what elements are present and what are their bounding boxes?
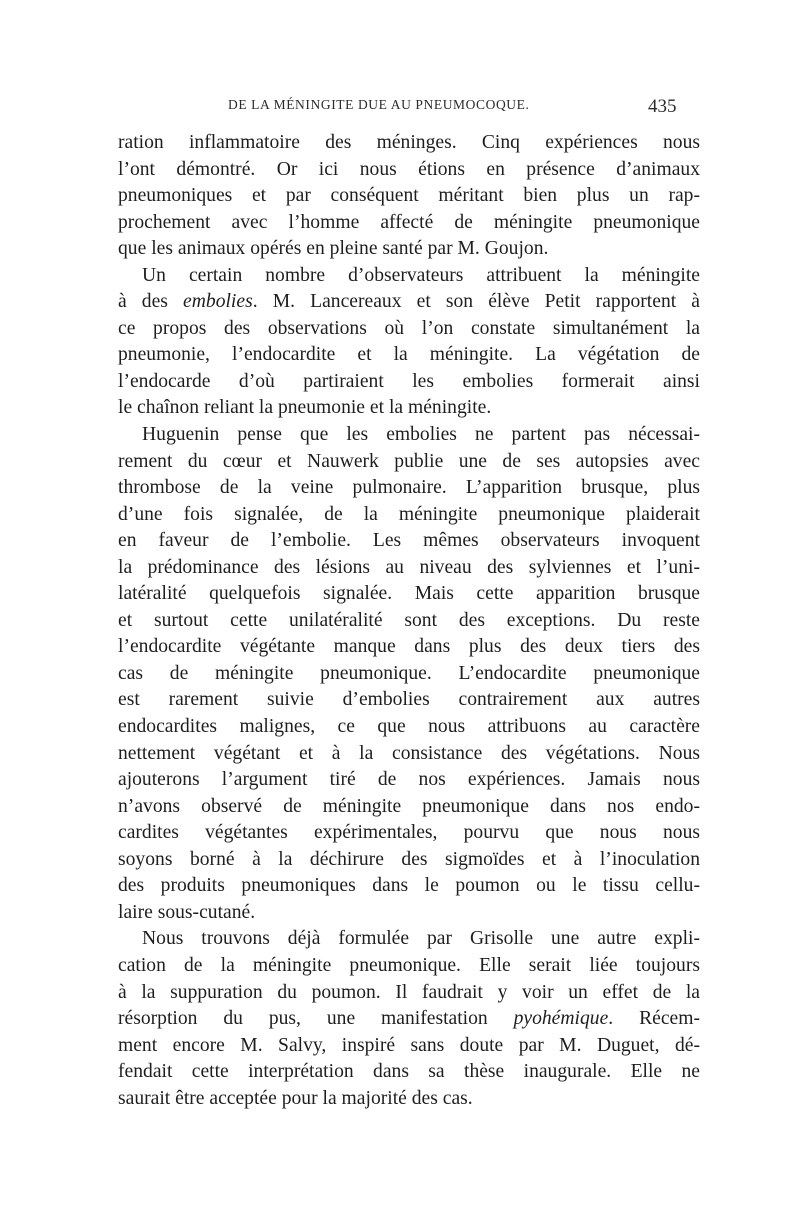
text-line: l’endocarde d’où partiraient les embolies formerait ainsi <box>118 370 700 392</box>
text-segment: résorption du pus, une manifestation <box>118 1008 514 1030</box>
text-line: soyons borné à la déchirure des sigmoïdes et à l’inoculation <box>118 848 700 870</box>
text-line: ment encore M. Salvy, inspiré sans doute par M. Duguet, dé- <box>118 1034 700 1056</box>
text-line: endocardites malignes, ce que nous attribuons au caractère <box>118 716 700 738</box>
text-line <box>118 1006 700 1033</box>
text-line: en faveur de l’embolie. Les mêmes observateurs invoquent <box>118 530 700 552</box>
page-number: 435 <box>648 96 677 117</box>
text-segment: à des <box>118 291 184 313</box>
text-line: nettement végétant et à la consistance des végétations. Nous <box>118 742 700 764</box>
italic-term: pyohémique <box>513 1008 609 1030</box>
text-line: des produits pneumoniques dans le poumon ou le tissu cellu- <box>118 875 700 897</box>
text-line <box>118 289 700 316</box>
text-line: pneumoniques et par conséquent méritant bien plus un rap- <box>118 185 700 207</box>
text-line: que les animaux opérés en pleine santé par M. Goujon. <box>118 238 549 260</box>
text-line: rement du cœur et Nauwerk publie une de ses autopsies avec <box>118 450 700 472</box>
text-line: cation de la méningite pneumonique. Elle serait liée toujours <box>118 954 700 976</box>
text-line: Un certain nombre d’observateurs attribuent la méningite <box>142 264 700 286</box>
text-line: fendait cette interprétation dans sa thèse inaugurale. Elle ne <box>118 1061 700 1083</box>
text-line: cardites végétantes expérimentales, pourvu que nous nous <box>118 822 700 844</box>
text-line: Huguenin pense que les embolies ne partent pas nécessai- <box>142 424 700 446</box>
text-line: l’ont démontré. Or ici nous étions en présence d’animaux <box>118 158 700 180</box>
text-line: ajouterons l’argument tiré de nos expériences. Jamais nous <box>118 769 700 791</box>
running-head: DE LA MÉNINGITE DUE AU PNEUMOCOQUE. <box>228 97 530 112</box>
text-line: et surtout cette unilatéralité sont des exceptions. Du reste <box>118 609 700 631</box>
text-line: à la suppuration du poumon. Il faudrait y voir un effet de la <box>118 981 700 1003</box>
text-line: d’une fois signalée, de la méningite pneumonique plaiderait <box>118 503 700 525</box>
text-line: pneumonie, l’endocardite et la méningite. La végétation de <box>118 344 700 366</box>
text-line: n’avons observé de méningite pneumonique dans nos endo- <box>118 795 700 817</box>
body-text <box>118 130 700 1112</box>
text-line: le chaînon reliant la pneumonie et la méningite. <box>118 397 492 419</box>
text-line: latéralité quelquefois signalée. Mais cette apparition brusque <box>118 583 700 605</box>
text-line: saurait être acceptée pour la majorité des cas. <box>118 1087 473 1109</box>
text-line: Nous trouvons déjà formulée par Grisolle une autre expli- <box>142 928 700 950</box>
text-line: ce propos des observations où l’on constate simultanément la <box>118 317 700 339</box>
text-line: thrombose de la veine pulmonaire. L’apparition brusque, plus <box>118 477 700 499</box>
italic-term: embolies <box>183 291 253 313</box>
text-line: l’endocardite végétante manque dans plus des deux tiers des <box>118 636 700 658</box>
text-line: la prédominance des lésions au niveau des sylviennes et l’uni- <box>118 556 700 578</box>
text-segment: . M. Lancereaux et son élève Petit rapportent à <box>252 291 700 313</box>
text-segment: . Récem- <box>608 1008 700 1030</box>
text-line: laire sous-cutané. <box>118 901 256 923</box>
text-line: prochement avec l’homme affecté de méningite pneumonique <box>118 211 700 233</box>
text-line: ration inflammatoire des méninges. Cinq expériences nous <box>118 132 700 153</box>
text-line: est rarement suivie d’embolies contrairement aux autres <box>118 689 700 711</box>
text-line: cas de méningite pneumonique. L’endocardite pneumonique <box>118 662 700 684</box>
